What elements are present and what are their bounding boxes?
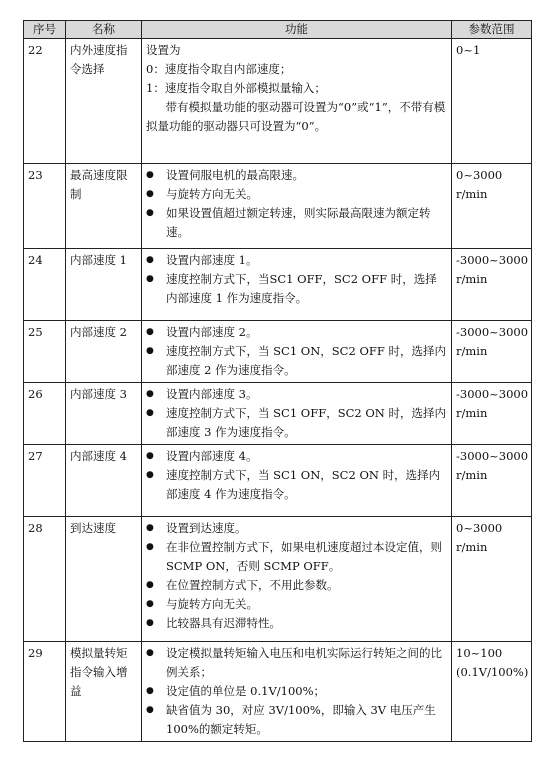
bullet-item: ● 速度控制方式下，当 SC1 OFF，SC2 ON 时，选择内部速度 3 作为速度指令。 [146, 404, 447, 442]
bullet-item: ● 设置内部速度 4。 [146, 447, 447, 466]
bullet-item: ● 速度控制方式下，当SC1 OFF，SC2 OFF 时，选择内部速度 1 作为速度指令。 [146, 270, 447, 308]
param-name: 内部速度 4 [66, 445, 142, 517]
bullet-item: ● 设置内部速度 1。 [146, 251, 447, 270]
param-name: 最高速度限制 [66, 164, 142, 249]
table-row [24, 321, 532, 383]
bullet-item: ● 缺省值为 30，对应 3V/100%，即输入 3V 电压产生100%的额定转矩。 [146, 701, 447, 739]
param-function [142, 321, 452, 383]
range-line: 10~100 [456, 646, 503, 660]
range-line: r/min [456, 468, 488, 482]
param-range [452, 383, 532, 445]
range-line: 0~1 [456, 43, 481, 57]
param-number: 26 [24, 383, 66, 445]
range-line: r/min [456, 272, 488, 286]
range-line: r/min [456, 187, 488, 201]
bullet-item: ● 速度控制方式下，当 SC1 ON，SC2 ON 时，选择内部速度 4 作为速度指令。 [146, 466, 447, 504]
bullet-item: ● 与旋转方向无关。 [146, 595, 447, 614]
param-name: 到达速度 [66, 517, 142, 642]
bullet-item: ● 设置内部速度 3。 [146, 385, 447, 404]
range-line: r/min [456, 344, 488, 358]
param-name: 内外速度指令选择 [66, 39, 142, 164]
table-row [24, 39, 532, 164]
range-line: -3000~3000 [456, 253, 529, 267]
function-note: 带有模拟量功能的驱动器可设置为“0”或“1”，不带有模拟量功能的驱动器只可设置为“0”。 [146, 100, 446, 133]
bullet-item: ● 如果设置值超过额定转速，则实际最高限速为额定转速。 [146, 204, 447, 242]
bullet-item: ● 设置到达速度。 [146, 519, 447, 538]
param-function [142, 39, 452, 164]
param-range [452, 249, 532, 321]
table-row [24, 642, 532, 742]
table-row [24, 249, 532, 321]
range-line: -3000~3000 [456, 387, 529, 401]
param-function [142, 383, 452, 445]
param-range [452, 164, 532, 249]
header-name: 名称 [66, 21, 142, 39]
header-function: 功能 [142, 21, 452, 39]
bullet-item: ● 与旋转方向无关。 [146, 185, 447, 204]
param-number: 24 [24, 249, 66, 321]
param-number: 25 [24, 321, 66, 383]
range-line: 0~3000 [456, 168, 503, 182]
function-line: 设置为 [146, 43, 181, 57]
bullet-item: ● 在非位置控制方式下，如果电机速度超过本设定值，则 SCMP ON，否则 SCMP OFF。 [146, 538, 447, 576]
header-range: 参数范围 [452, 21, 532, 39]
bullet-item: ● 设定值的单位是 0.1V/100%； [146, 682, 447, 701]
param-range [452, 321, 532, 383]
function-line: 0：速度指令取自内部速度； [146, 62, 292, 76]
param-name: 模拟量转矩指令输入增益 [66, 642, 142, 742]
function-line: 1：速度指令取自外部模拟量输入； [146, 81, 326, 95]
param-function [142, 517, 452, 642]
param-number: 27 [24, 445, 66, 517]
bullet-item: ● 设置内部速度 2。 [146, 323, 447, 342]
param-number: 29 [24, 642, 66, 742]
param-name: 内部速度 2 [66, 321, 142, 383]
param-range [452, 39, 532, 164]
table-header-row [24, 21, 532, 39]
table-row [24, 445, 532, 517]
param-number: 28 [24, 517, 66, 642]
table-row [24, 517, 532, 642]
bullet-item: ● 比较器具有迟滞特性。 [146, 614, 447, 633]
bullet-item: ● 在位置控制方式下，不用此参数。 [146, 576, 447, 595]
param-range [452, 517, 532, 642]
range-line: -3000~3000 [456, 325, 529, 339]
param-name: 内部速度 1 [66, 249, 142, 321]
param-function [142, 445, 452, 517]
param-number: 22 [24, 39, 66, 164]
param-range [452, 445, 532, 517]
table-body [24, 39, 532, 742]
range-line: r/min [456, 540, 488, 554]
range-line: 0~3000 [456, 521, 503, 535]
bullet-item: ● 速度控制方式下，当 SC1 ON，SC2 OFF 时，选择内部速度 2 作为速度指令。 [146, 342, 447, 380]
param-name: 内部速度 3 [66, 383, 142, 445]
header-no: 序号 [24, 21, 66, 39]
param-function [142, 642, 452, 742]
table-row [24, 383, 532, 445]
param-function [142, 164, 452, 249]
range-line: (0.1V/100%) [456, 665, 529, 679]
param-function [142, 249, 452, 321]
bullet-item: ● 设定模拟量转矩输入电压和电机实际运行转矩之间的比例关系； [146, 644, 447, 682]
table-row [24, 164, 532, 249]
param-number: 23 [24, 164, 66, 249]
range-line: -3000~3000 [456, 449, 529, 463]
range-line: r/min [456, 406, 488, 420]
bullet-item: ● 设置伺服电机的最高限速。 [146, 166, 447, 185]
parameter-table [23, 20, 532, 742]
param-range [452, 642, 532, 742]
